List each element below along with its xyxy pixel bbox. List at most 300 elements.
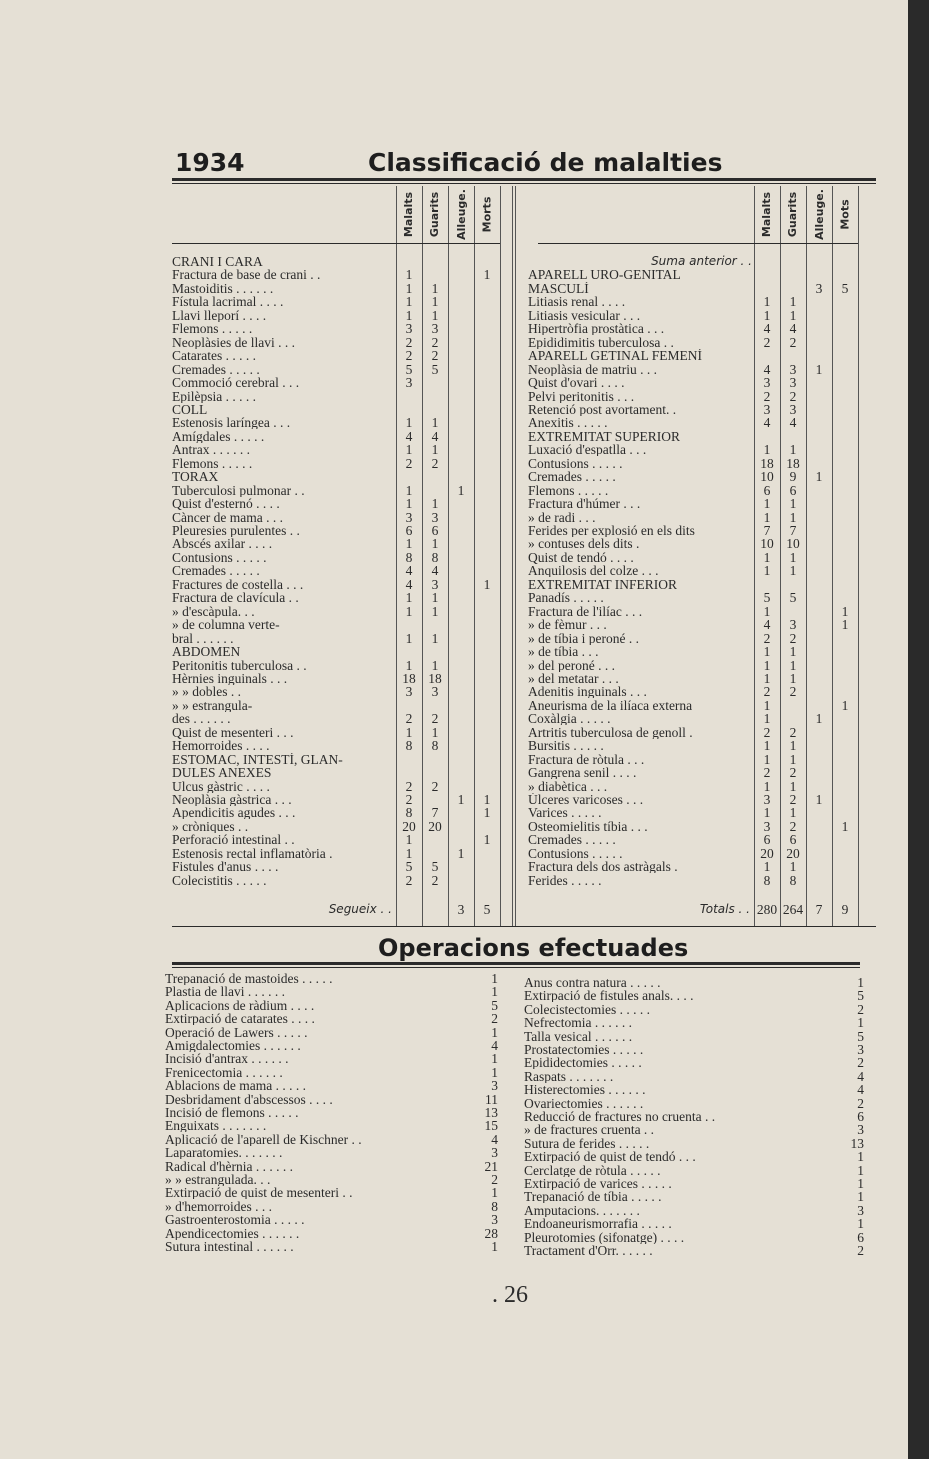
operation-label: Desbridament d'abscessos . . . . (165, 1092, 333, 1106)
cell: 4 (789, 415, 797, 431)
page-title: Classificació de malalties (368, 148, 723, 177)
row-label: Apendicitis agudes . . . (172, 806, 296, 820)
cell: 1 (815, 469, 823, 485)
cell: 3 (763, 401, 771, 417)
operation-count: 1 (491, 1239, 498, 1254)
cell: 1 (763, 805, 771, 821)
operation-label: Raspats . . . . . . . (524, 1069, 614, 1083)
row-label: Flemons . . . . . (172, 322, 253, 336)
cell: 3 (789, 361, 797, 377)
row-label: Pelvi peritonitis . . . (528, 389, 635, 403)
operation-label: Prostatectomies . . . . . (524, 1043, 644, 1056)
row-label: Hemorroides . . . . (172, 739, 270, 753)
cell: 1 (431, 294, 439, 310)
cell: 280 (756, 902, 778, 917)
table-row (0, 390, 908, 403)
cell: 1 (431, 590, 439, 606)
row-label: Cremades . . . . . (172, 362, 260, 376)
cell: 10 (786, 536, 800, 552)
row-label: Quist de mesenteri . . . (172, 725, 294, 739)
cell: 3 (405, 375, 413, 391)
row-label: Amígdales . . . . . (172, 429, 265, 443)
cell: 1 (789, 442, 797, 458)
operation-label: Endoaneurismorrafia . . . . . (524, 1217, 672, 1231)
row-label: Flemons . . . . . (172, 456, 253, 470)
cell: 1 (789, 563, 797, 579)
row-label: Fractura dels dos astràgals . (528, 860, 678, 874)
operation-label: Radical d'hèrnia . . . . . . (165, 1159, 294, 1173)
row-label: Epilèpsia . . . . . (172, 389, 256, 403)
list-item (0, 1231, 908, 1244)
cell: 8 (431, 738, 439, 754)
row-label: Estenosis rectal inflamatòria . (172, 846, 333, 860)
cell: 1 (483, 267, 491, 283)
cell: 2 (405, 792, 413, 807)
operation-label: Cerclatge de ròtula . . . . . (524, 1163, 661, 1177)
cell: 3 (789, 401, 797, 417)
cell: 2 (431, 334, 439, 350)
cell: 2 (405, 711, 413, 727)
table-row (0, 793, 908, 806)
operation-count: 1 (857, 1216, 864, 1232)
cell: 8 (789, 872, 797, 888)
cell: 1 (405, 603, 413, 619)
row-label: Càncer de mama . . . (172, 510, 283, 524)
cell: 1 (405, 442, 413, 458)
cell: 20 (402, 818, 416, 834)
cell: 1 (789, 859, 797, 875)
cell: 1 (431, 536, 439, 552)
cell: 1 (405, 724, 413, 740)
row-label: Litiasis renal . . . . (528, 295, 626, 309)
operation-count: 2 (491, 1011, 498, 1027)
row-label: APARELL URO-GENITAL (528, 268, 681, 282)
cell: 3 (763, 818, 771, 834)
table-row (0, 578, 908, 591)
row-label: Flemons . . . . . (528, 483, 609, 497)
cell: 1 (763, 442, 771, 458)
cell: 10 (760, 469, 774, 485)
operation-label: Extirpació de quist de mesenteri . . (165, 1186, 353, 1200)
row-label: ABDOMEN (172, 645, 241, 659)
row-label: » contuses dels dits . (528, 537, 640, 551)
table-row (0, 699, 908, 712)
table-row (0, 753, 908, 766)
cell: 1 (457, 482, 465, 498)
row-label: Bursitis . . . . . (528, 739, 604, 753)
cell: 20 (760, 845, 774, 861)
row-label: » » dobles . . (172, 685, 241, 699)
year-heading: 1934 (175, 148, 245, 177)
table-row (0, 645, 908, 658)
cell: 4 (431, 563, 439, 579)
operation-label: Incisió de flemons . . . . . (165, 1106, 299, 1119)
cell: 5 (789, 590, 797, 606)
cell: 1 (405, 280, 413, 296)
cell: 9 (789, 469, 797, 485)
operation-count: 21 (484, 1158, 498, 1174)
cell: 1 (483, 805, 491, 821)
cell: 1 (763, 496, 771, 512)
operation-count: 13 (850, 1135, 864, 1151)
cell: 8 (405, 738, 413, 754)
cell: 4 (431, 428, 439, 444)
list-item (0, 1016, 908, 1029)
operation-count: 1 (857, 1149, 864, 1165)
row-label: Quist d'esternó . . . . (172, 497, 280, 511)
cell: 2 (431, 778, 439, 794)
row-label: Gangrena senil . . . . (528, 766, 637, 780)
cell: 1 (763, 697, 771, 713)
cell: 3 (789, 375, 797, 391)
cell: 1 (431, 657, 439, 673)
col-header-malalts: Malalts (760, 191, 774, 237)
cell: 1 (789, 307, 797, 323)
operation-label: Plastia de llavi . . . . . . (165, 985, 285, 999)
operation-label: Tractament d'Orr. . . . . . (524, 1244, 653, 1257)
row-label: Úlceres varicoses . . . (528, 793, 644, 806)
operation-label: » de fractures cruenta . . (524, 1123, 655, 1137)
operation-count: 2 (857, 1243, 864, 1258)
cell: 6 (789, 832, 797, 848)
row-label: » del metatar . . . (528, 671, 619, 685)
operation-count: 3 (857, 1122, 864, 1138)
operation-count: 2 (857, 1001, 864, 1017)
segueix-label: Segueix . . (328, 903, 392, 916)
cell: 1 (405, 415, 413, 431)
cell: 1 (763, 509, 771, 525)
operation-count: 5 (857, 988, 864, 1004)
table-row (0, 524, 908, 537)
row-label: Contusions . . . . . (528, 456, 623, 470)
operation-count: 8 (491, 1198, 498, 1214)
col-header-mots: Mots (838, 198, 852, 230)
operation-count: 1 (857, 1015, 864, 1031)
row-label: » » estrangula- (172, 698, 253, 712)
cell: 1 (789, 657, 797, 673)
row-label: Ferides . . . . . (528, 873, 602, 887)
operation-count: 3 (491, 1078, 498, 1094)
cell: 2 (789, 765, 797, 781)
cell: 1 (789, 549, 797, 565)
row-label: Abscés axilar . . . . (172, 537, 273, 551)
cell: 1 (841, 617, 849, 633)
list-item (0, 989, 908, 1002)
cell: 2 (763, 334, 771, 350)
cell: 1 (789, 751, 797, 767)
table-row (0, 309, 908, 322)
list-item (0, 1164, 908, 1177)
cell: 18 (760, 455, 774, 471)
row-label: » d'escàpula. . . (172, 604, 255, 618)
operation-label: Laparatomies. . . . . . . (165, 1146, 283, 1160)
col-header-alleuge: Alleuge. (454, 188, 468, 240)
list-item (0, 976, 908, 989)
operation-label: Frenicectomia . . . . . . (165, 1065, 283, 1079)
operation-label: Operació de Lawers . . . . . (165, 1025, 308, 1039)
operation-count: 6 (857, 1109, 864, 1124)
list-item (0, 1244, 908, 1257)
cell: 1 (457, 845, 465, 861)
row-label: Estenosis laríngea . . . (172, 416, 291, 430)
list-item (0, 1056, 908, 1069)
operation-count: 15 (484, 1118, 498, 1134)
cell: 4 (789, 321, 797, 337)
operation-label: Anus contra natura . . . . . (524, 976, 661, 989)
row-label: Colecistitis . . . . . (172, 873, 267, 887)
operations-rule-thick (172, 962, 860, 965)
page-edge (908, 0, 929, 1459)
table-row (0, 363, 908, 376)
cell: 7 (431, 805, 439, 821)
cell: 1 (405, 630, 413, 646)
cell: 5 (763, 590, 771, 606)
cell: 1 (789, 670, 797, 686)
cell: 7 (763, 523, 771, 538)
cell: 2 (763, 765, 771, 781)
cell: 8 (431, 549, 439, 565)
table-row (0, 403, 908, 416)
cell: 2 (405, 455, 413, 471)
cell: 2 (789, 724, 797, 740)
cell: 5 (431, 361, 439, 377)
row-label: » de columna verte- (172, 618, 280, 632)
page-number: . 26 (492, 1282, 528, 1308)
cell: 10 (760, 536, 774, 552)
row-label: Fistules d'anus . . . . (172, 860, 279, 874)
cell: 1 (431, 442, 439, 458)
row-label: Varices . . . . . (528, 806, 602, 820)
cell: 1 (431, 496, 439, 512)
operation-label: » » estrangulada. . . (165, 1173, 271, 1186)
row-label: Litiasis vesicular . . . (528, 308, 641, 322)
cell: 1 (789, 509, 797, 525)
operation-count: 2 (857, 1055, 864, 1071)
cell: 2 (405, 348, 413, 364)
row-label: Quist d'ovari . . . . (528, 376, 625, 390)
row-label: Hipertròfia prostàtica . . . (528, 322, 665, 336)
row-label: Epididimitis tuberculosa . . (528, 335, 674, 349)
row-label: Neoplàsia de matriu . . . (528, 362, 657, 376)
table-row (0, 443, 908, 456)
table-row (0, 685, 908, 698)
row-label: Fractura de base de crani . . (172, 268, 321, 282)
col-header-malalts: Malalts (402, 191, 416, 237)
row-label: Mastoiditis . . . . . . (172, 281, 274, 295)
row-label: Aneurisma de la ilíaca externa (528, 698, 693, 712)
cell: 8 (405, 805, 413, 821)
list-item (0, 1137, 908, 1150)
row-label: MASCULÍ (528, 281, 589, 295)
cell: 8 (763, 872, 771, 888)
cell: 4 (763, 617, 771, 633)
cell: 1 (815, 792, 823, 807)
operation-label: Ovariectomies . . . . . . (524, 1096, 644, 1110)
cell: 5 (405, 361, 413, 377)
row-label: Contusions . . . . . (528, 846, 623, 860)
operation-count: 6 (857, 1229, 864, 1245)
cell: 3 (405, 684, 413, 700)
row-label: EXTREMITAT SUPERIOR (528, 429, 681, 443)
cell: 4 (405, 576, 413, 592)
cell: 1 (789, 778, 797, 794)
table-row (0, 780, 908, 793)
cell: 2 (431, 872, 439, 888)
operation-count: 13 (484, 1105, 498, 1120)
cell: 1 (789, 294, 797, 310)
cell: 6 (763, 832, 771, 848)
table-row (0, 806, 908, 819)
table-row (0, 632, 908, 645)
cell: 7 (789, 523, 797, 538)
operation-count: 1 (857, 1189, 864, 1205)
table-row (0, 470, 908, 483)
operation-count: 1 (491, 1051, 498, 1067)
table-row (0, 605, 908, 618)
cell: 1 (763, 644, 771, 660)
cell: 1 (431, 630, 439, 646)
operation-count: 28 (484, 1225, 498, 1241)
cell: 1 (431, 724, 439, 740)
operation-label: Talla vesical . . . . . . (524, 1029, 633, 1043)
table-row (0, 322, 908, 335)
row-label: Llavi lleporí . . . . (172, 308, 267, 322)
operations-rule-thin (172, 967, 860, 968)
table-row (0, 551, 908, 564)
cell: 3 (431, 321, 439, 337)
row-label: Luxació d'espatlla . . . (528, 443, 647, 457)
operation-count: 1 (491, 1185, 498, 1201)
row-label: Ulcus gàstric . . . . (172, 779, 270, 793)
cell: 2 (405, 334, 413, 350)
cell: 1 (841, 818, 849, 834)
cell: 7 (815, 902, 823, 917)
row-label: Fractura d'húmer . . . (528, 497, 641, 511)
row-label: Osteomielitis tíbia . . . (528, 819, 648, 833)
cell: 2 (789, 684, 797, 700)
operation-label: Enguixats . . . . . . . (165, 1119, 267, 1133)
table-row (0, 268, 908, 281)
cell: 4 (763, 415, 771, 431)
table-row (0, 618, 908, 631)
row-label: Retenció post avortament. . (528, 402, 677, 416)
operation-label: » d'hemorroides . . . (165, 1199, 273, 1213)
operation-label: Reducció de fractures no cruenta . . (524, 1110, 716, 1123)
row-label: bral . . . . . . (172, 631, 234, 645)
cell: 2 (789, 334, 797, 350)
table-row (0, 336, 908, 349)
cell: 2 (431, 455, 439, 471)
table-row (0, 820, 908, 833)
cell: 2 (789, 388, 797, 404)
cell: 2 (763, 630, 771, 646)
operation-count: 1 (491, 1064, 498, 1080)
list-item (0, 1217, 908, 1230)
operation-label: Epididectomies . . . . . (524, 1056, 642, 1070)
cell: 1 (763, 751, 771, 767)
cell: 2 (763, 684, 771, 700)
cell: 1 (763, 603, 771, 619)
row-label: Fractura de ròtula . . . (528, 752, 645, 766)
row-label: CRANI I CARA (172, 255, 263, 268)
table-row (0, 349, 908, 362)
table-row (0, 659, 908, 672)
cell: 1 (789, 496, 797, 512)
cell: 3 (457, 902, 465, 917)
operation-label: Gastroenterostomia . . . . . (165, 1213, 305, 1227)
cell: 3 (763, 792, 771, 807)
cell: 5 (405, 859, 413, 875)
cell: 1 (431, 280, 439, 296)
cell: 1 (763, 711, 771, 727)
cell: 1 (405, 657, 413, 673)
table-row (0, 484, 908, 497)
operation-label: Trepanació de tíbia . . . . . (524, 1190, 662, 1204)
cell: 6 (763, 482, 771, 498)
table-row (0, 497, 908, 510)
operation-count: 1 (857, 1176, 864, 1191)
row-label: » diabètica . . . (528, 779, 608, 793)
row-label: » de tíbia i peroné . . (528, 631, 639, 645)
cell: 1 (483, 576, 491, 592)
cell: 1 (789, 738, 797, 754)
table-row (0, 376, 908, 389)
operation-count: 1 (491, 971, 498, 986)
cell: 1 (405, 496, 413, 512)
cell: 1 (457, 792, 465, 807)
cell: 1 (763, 670, 771, 686)
cell: 2 (431, 348, 439, 364)
operation-count: 3 (857, 1042, 864, 1057)
operation-count: 4 (857, 1068, 864, 1084)
col-header-guarits: Guarits (428, 191, 442, 237)
row-label: Tuberculosi pulmonar . . (172, 483, 305, 497)
row-label: Peritonitis tuberculosa . . (172, 658, 307, 672)
cell: 4 (405, 563, 413, 579)
operation-label: Aplicació de l'aparell de Kischner . . (165, 1132, 362, 1146)
operations-title: Operacions efectuades (378, 934, 689, 962)
row-label: Anexitis . . . . . (528, 416, 608, 430)
row-label: COLL (172, 402, 208, 416)
table-bottom-rule (172, 926, 876, 927)
operation-label: Amigdalectomies . . . . . . (165, 1039, 301, 1052)
cell: 1 (815, 711, 823, 727)
table-row (0, 564, 908, 577)
operation-count: 3 (857, 1202, 864, 1218)
cell: 2 (431, 711, 439, 727)
row-label: Hèrnies inguinals . . . (172, 671, 288, 685)
row-label: Fractura de l'ilíac . . . (528, 604, 643, 618)
cell: 1 (763, 549, 771, 565)
cell: 1 (431, 603, 439, 619)
row-label: Contusions . . . . . (172, 550, 267, 564)
cell: 4 (763, 321, 771, 337)
row-label: Adenitis inguinals . . . (528, 685, 647, 699)
cell: 1 (405, 845, 413, 861)
cell: 18 (428, 670, 442, 686)
cell: 3 (431, 684, 439, 700)
cell: 1 (405, 536, 413, 552)
cell: 1 (405, 294, 413, 310)
table-row (0, 672, 908, 685)
operation-label: Extirpació de fistules anals. . . . (524, 989, 694, 1003)
cell: 6 (431, 523, 439, 538)
row-label: Fístula lacrimal . . . . (172, 295, 284, 309)
list-item (0, 1190, 908, 1203)
cell: 5 (483, 902, 491, 917)
cell: 1 (763, 778, 771, 794)
row-label: Coxàlgia . . . . . (528, 712, 611, 726)
